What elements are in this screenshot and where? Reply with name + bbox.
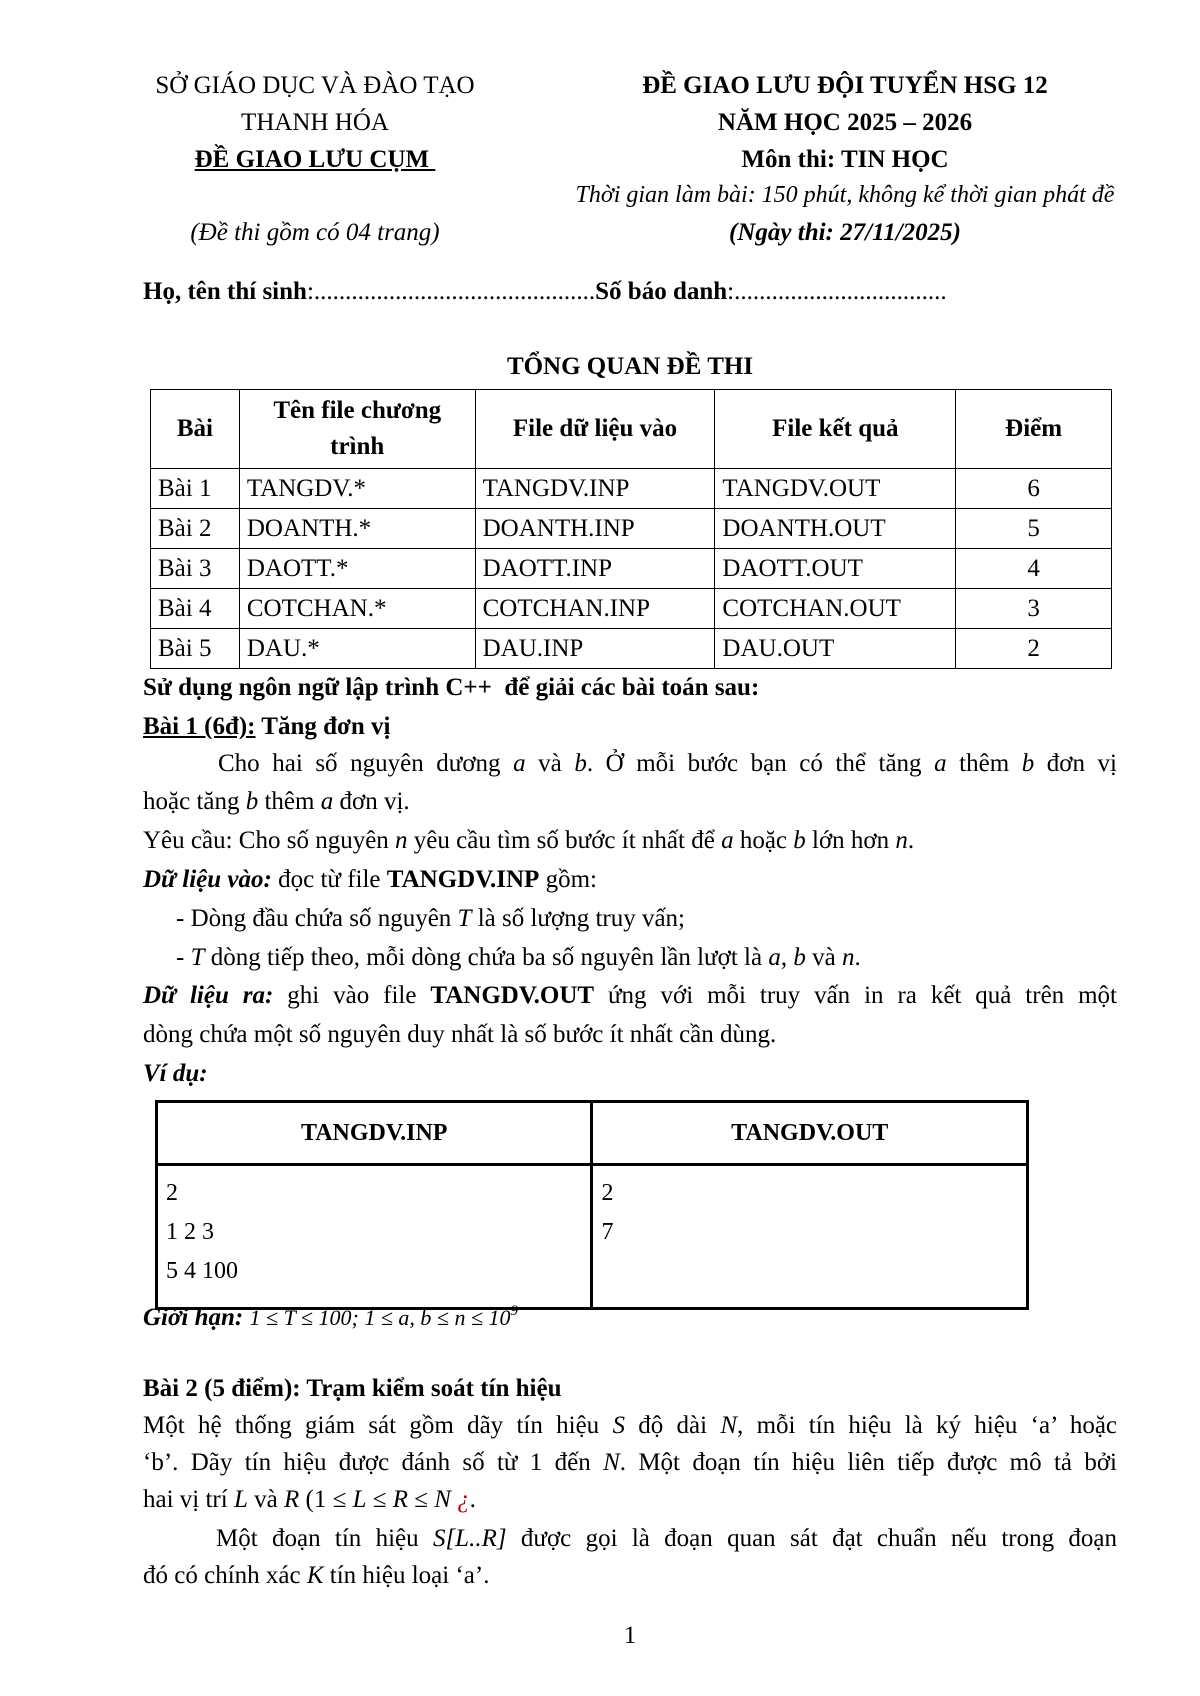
example-label: Ví dụ: [143,1060,208,1087]
table-row [151,589,1112,629]
col-header: File kết quả [715,390,956,469]
example-input-header: TANGDV.INP [157,1102,592,1165]
example-output-line: 7 [601,1219,614,1245]
cell: Bài 1 [151,469,240,509]
example-input-line: 5 4 100 [166,1258,238,1284]
cell: Bài 2 [151,509,240,549]
problem2-heading: Bài 2 (5 điểm): Trạm kiểm soát tín hiệu [143,1375,562,1402]
cell: TANGDV.INP [475,469,715,509]
input-bullet-1: - Dòng đầu chứa số nguyên T là số lượng truy vấn; [176,905,686,932]
cell: TANGDV.OUT [715,469,956,509]
language-note: Sử dụng ngôn ngữ lập trình C++ để giải các bài toán sau: [143,674,760,701]
page-count-note: (Đề thi gồm có 04 trang) [190,219,440,246]
problem1-title: Tăng đơn vị [255,713,391,740]
problem1-limits [143,1303,518,1332]
problem1-statement-line1: Cho hai số nguyên dương a và b. Ở mỗi bước bạn có thể tăng a thêm b đơn vị [218,750,1117,777]
col-header: File dữ liệu vào [475,390,715,469]
cell: 6 [956,469,1112,509]
exam-title: ĐỀ GIAO LƯU ĐỘI TUYỂN HSG 12 [642,72,1048,99]
example-output-header: TANGDV.OUT [592,1102,1028,1165]
cell: COTCHAN.INP [475,589,715,629]
input-filename: TANGDV.INP [386,866,540,893]
example-header-row [157,1102,1028,1165]
subject: Môn thi: TIN HỌC [741,146,949,173]
example-output-line: 2 [601,1180,614,1206]
input-bullet-2: - T dòng tiếp theo, mỗi dòng chứa ba số nguyên lần lượt là a, b và n. [176,944,861,971]
problem2-line4: Một đoạn tín hiệu S[L..R] được gọi là đoạn quan sát đạt chuẩn nếu trong đoạn [216,1525,1118,1552]
problem1-requirement: Yêu cầu: Cho số nguyên n yêu cầu tìm số bước ít nhất để a hoặc b lớn hơn n. [143,827,915,854]
cell: DOANTH.* [239,509,475,549]
cell: DAU.* [239,629,475,669]
cell: DOANTH.OUT [715,509,956,549]
time-allowed: Thời gian làm bài: 150 phút, không kể thời gian phát đề [575,182,1115,208]
problem2-line3: hai vị trí L và R (1 ≤ L ≤ R ≤ N ¿. [143,1486,476,1513]
limits-label: Giới hạn: [143,1304,244,1331]
cell: Bài 5 [151,629,240,669]
cell: DAU.INP [475,629,715,669]
output-label: Dữ liệu ra: [143,982,274,1009]
cell: COTCHAN.OUT [715,589,956,629]
candidate-line [143,278,947,306]
cell: DAU.OUT [715,629,956,669]
table-row [151,509,1112,549]
cell: TANGDV.* [239,469,475,509]
problem1-statement-line2: hoặc tăng b thêm a đơn vị. [143,788,410,815]
limits-formula: 1 ≤ T ≤ 100; 1 ≤ a, b ≤ n ≤ 10 [249,1305,511,1330]
problem2-line1: Một hệ thống giám sát gồm dãy tín hiệu S độ dài N, mỗi tín hiệu là ký hiệu ‘a’ hoặc [143,1412,1118,1439]
overview-table [150,389,1112,669]
problem1-heading [143,713,390,741]
overview-title: TỔNG QUAN ĐỀ THI [506,353,754,380]
cell: 5 [956,509,1112,549]
problem1-output-line2: dòng chứa một số nguyên duy nhất là số bước ít nhất cần dùng. [143,1021,777,1048]
cell: Bài 3 [151,549,240,589]
table-row [151,629,1112,669]
cell: DOANTH.INP [475,509,715,549]
province-name: THANH HÓA [241,109,389,136]
problem2-line5: đó có chính xác K tín hiệu loại ‘a’. [143,1562,490,1589]
input-label: Dữ liệu vào: [143,866,272,893]
problem2-line2: ‘b’. Dãy tín hiệu được đánh số từ 1 đến N. Một đoạn tín hiệu liên tiếp được mô tả bởi [143,1449,1117,1476]
cell: 2 [956,629,1112,669]
exam-date: (Ngày thi: 27/11/2025) [729,219,961,246]
limits-exponent: 9 [510,1303,519,1319]
example-input-line: 2 [166,1180,178,1206]
table-row [151,549,1112,589]
example-input-cell [157,1165,592,1309]
id-label: Số báo danh [595,278,728,305]
col-header: Tên file chương trình [239,390,475,469]
output-filename: TANGDV.OUT [430,982,595,1009]
stray-glyph: ¿ [457,1486,470,1513]
cluster-title: ĐỀ GIAO LƯU CỤM [194,146,436,173]
school-year: NĂM HỌC 2025 – 2026 [717,109,973,136]
id-blank: :.................................. [727,278,947,305]
name-label: Họ, tên thí sinh [143,278,307,305]
cell: COTCHAN.* [239,589,475,629]
col-header: Điểm [956,390,1112,469]
cell: DAOTT.OUT [715,549,956,589]
substring-notation: S[L..R] [432,1525,507,1552]
cell: DAOTT.* [239,549,475,589]
problem1-input-spec: Dữ liệu vào: đọc từ file TANGDV.INP gồm: [143,866,597,893]
page-number: 1 [623,1622,637,1649]
cell: 3 [956,589,1112,629]
name-blank: :............................................. [306,278,596,305]
cell: Bài 4 [151,589,240,629]
department-name: SỞ GIÁO DỤC VÀ ĐÀO TẠO [155,72,475,99]
example-output-cell [592,1165,1028,1309]
cell: 4 [956,549,1112,589]
problem1-label: Bài 1 (6đ): [143,713,256,740]
table-row [151,469,1112,509]
problem1-output-spec: Dữ liệu ra: ghi vào file TANGDV.OUT ứng với mỗi truy vấn in ra kết quả trên một [143,982,1117,1009]
example-table [155,1100,1029,1310]
overview-header-row [151,390,1112,469]
example-body-row [157,1165,1028,1309]
col-header: Bài [151,390,240,469]
cell: DAOTT.INP [475,549,715,589]
example-input-line: 1 2 3 [166,1219,214,1245]
